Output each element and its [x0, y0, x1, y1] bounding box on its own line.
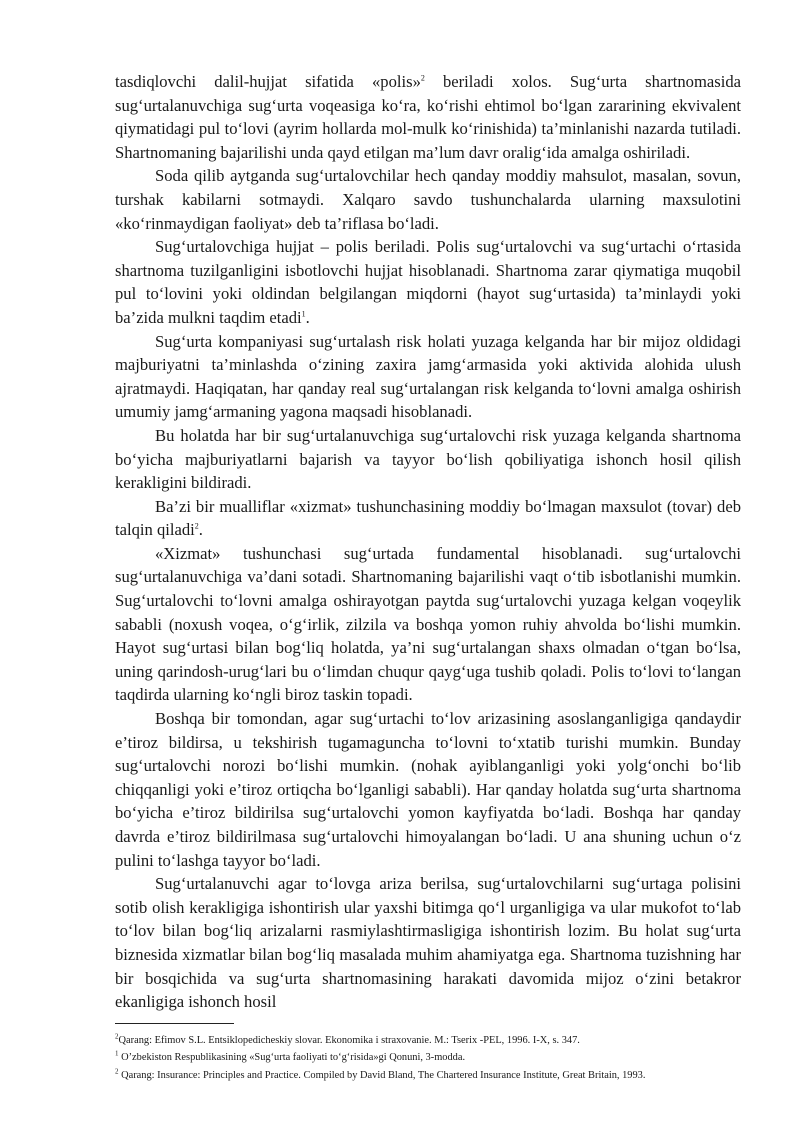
paragraph: Ba’zi bir mualliflar «xizmat» tushunchasining moddiy bo‘lmagan maxsulot (tovar) deb talqin qiladi$^2$.: [115, 496, 741, 540]
footnote: $^1$ O’zbekiston Respublikasining «Sug‘urta faoliyati to‘g‘risida»gi Qonuni, 3-modda.: [115, 1049, 466, 1064]
footnote-separator: [115, 1023, 234, 1024]
paragraph: Bu holatda har bir sug‘urtalanuvchiga sug‘urtalovchi risk yuzaga kelganda shartnoma bo‘yicha majburiyatlarni bajarish va tayyor bo‘lish qobiliyatiga ishonch hosil qilish kerakligini bildiradi.: [115, 425, 741, 493]
footnote: $^2$Qarang: Efimov S.L. Entsiklopedicheskiy slovar. Ekonomika i straxovanie. M.: Tserix -PEL, 1996. I-X, s. 347.: [115, 1032, 580, 1046]
document-page: [115, 70, 741, 1084]
paragraph: Sug‘urtalovchiga hujjat – polis beriladi. Polis sug‘urtalovchi va sug‘urtachi o‘rtasida shartnoma tuzilganligini isbotlovchi hujjat hisoblanadi. Shartnoma zarar qiymatiga muqobil pul to‘lovini yoki oldindan belgilangan miqdorni (hayot sug‘urtasida) ta’minlaydi yoki ba’zida mulkni taqdim etadi$^1$.: [115, 237, 741, 327]
footnote: $^2$ Qarang: Insurance: Principles and Practice. Compiled by David Bland, The Chartered Insurance Institute, Great Britain, 1993.: [115, 1067, 646, 1081]
footnote-ref: 1: [301, 309, 306, 319]
footnote-ref: 2: [194, 521, 199, 531]
paragraph: tasdiqlovchi dalil-hujjat sifatida «polis»$^2$ beriladi xolos. Sug‘urta shartnomasida sug‘urtalanuvchiga sug‘urta voqeasiga ko‘ra, ko‘rishi ehtimol bo‘lgan zararining ekvivalent qiymatidagi pul to‘lovi (ayrim hollarda mol-mulk ko‘rinishida) ta’minlanishi nazarda tutiladi. Shartnomaning bajarilishi unda qayd etilgan ma’lum davr oralig‘ida amalga oshiriladi.: [115, 72, 741, 162]
paragraph: Soda qilib aytganda sug‘urtalovchilar hech qanday moddiy mahsulot, masalan, sovun, turshak kabilarni sotmaydi. Xalqaro savdo tushunchalarda ularning maxsulotini «ko‘rinmaydigan faoliyat» deb ta’riflasa bo‘ladi.: [115, 166, 741, 233]
body-text: [115, 70, 741, 1014]
paragraph: Boshqa bir tomondan, agar sug‘urtachi to‘lov arizasining asoslanganligiga qandaydir e’tiroz bildirsa, u tekshirish tugamaguncha to‘lovni to‘xtatib turishi mumkin. Bunday sug‘urtalovchi norozi bo‘lishi mumkin. (nohak ayiblanganligi yoki yolg‘onchi bo‘lib chiqqanligi yoki e’tiroz ortiqcha bo‘lganligi sababli). Har qanday holatda sug‘urta shartnoma bo‘yicha e’tiroz bildirilsa sug‘urtalovchi yomon kayfiyatda bo‘ladi. Boshqa har qanday davrda e’tiroz bildirilmasa sug‘urtalovchi himoyalangan bo‘ladi. U ana shuning uchun o‘z pulini to‘lashga tayyor bo‘ladi.: [115, 709, 741, 870]
paragraph: «Xizmat» tushunchasi sug‘urtada fundamental hisoblanadi. sug‘urtalovchi sug‘urtalanuvchiga va’dani sotadi. Shartnomaning bajarilishi vaqt o‘tib isbotlanishi mumkin. Sug‘urtalovchi to‘lovni amalga oshirayotgan paytda sug‘urtalovchi yuzaga kelgan voqeylik sababli (noxush voqea, o‘g‘irlik, zilzila va boshqa yomon ruhiy ahvolda bo‘lishi mumkin. Hayot sug‘urtasi bilan bog‘liq holatda, ya’ni sug‘urtalangan shaxs olmadan o‘tgan bo‘lsa, uning qarindosh-urug‘lari bu o‘limdan chuqur qayg‘uga tushib qoladi. Polis to‘lovi to‘langan taqdirda ularning ko‘ngli biroz taskin topadi.: [115, 543, 741, 705]
footnotes: [115, 1032, 741, 1085]
footnote-mark: 1: [115, 1049, 119, 1058]
footnote-mark: 2: [115, 1067, 119, 1076]
paragraph: Sug‘urta kompaniyasi sug‘urtalash risk holati yuzaga kelganda har bir mijoz oldidagi majburiyatni ta’minlashda o‘zining zaxira jamg‘armasida yoki aktivida alohida ulush ajratmaydi. Haqiqatan, har qanday real sug‘urtalangan risk kelganda to‘lovni amalga oshirish umumiy jamg‘armaning yagona maqsadi hisoblanadi.: [115, 331, 741, 422]
footnote-ref: 2: [420, 73, 425, 83]
paragraph: Sug‘urtalanuvchi agar to‘lovga ariza berilsa, sug‘urtalovchilarni sug‘urtaga polisini sotib olish kerakligiga ishontirish ular yaxshi bitimga qo‘l urganligiga va ular mukofot to‘lab to‘lov bilan bog‘liq arizalarni rasmiylashtirmasligiga ishontirish lozim. Bu holat sug‘urta biznesida xizmatlar bilan bog‘liq masalada muhim ahamiyatga ega. Shartnoma tuzishning har bir bosqichida va sug‘urta shartnomasining harakati davomida mijoz o‘zini betakror ekanligiga ishonch hosil: [115, 874, 741, 1012]
footnote-mark: 2: [115, 1032, 119, 1041]
